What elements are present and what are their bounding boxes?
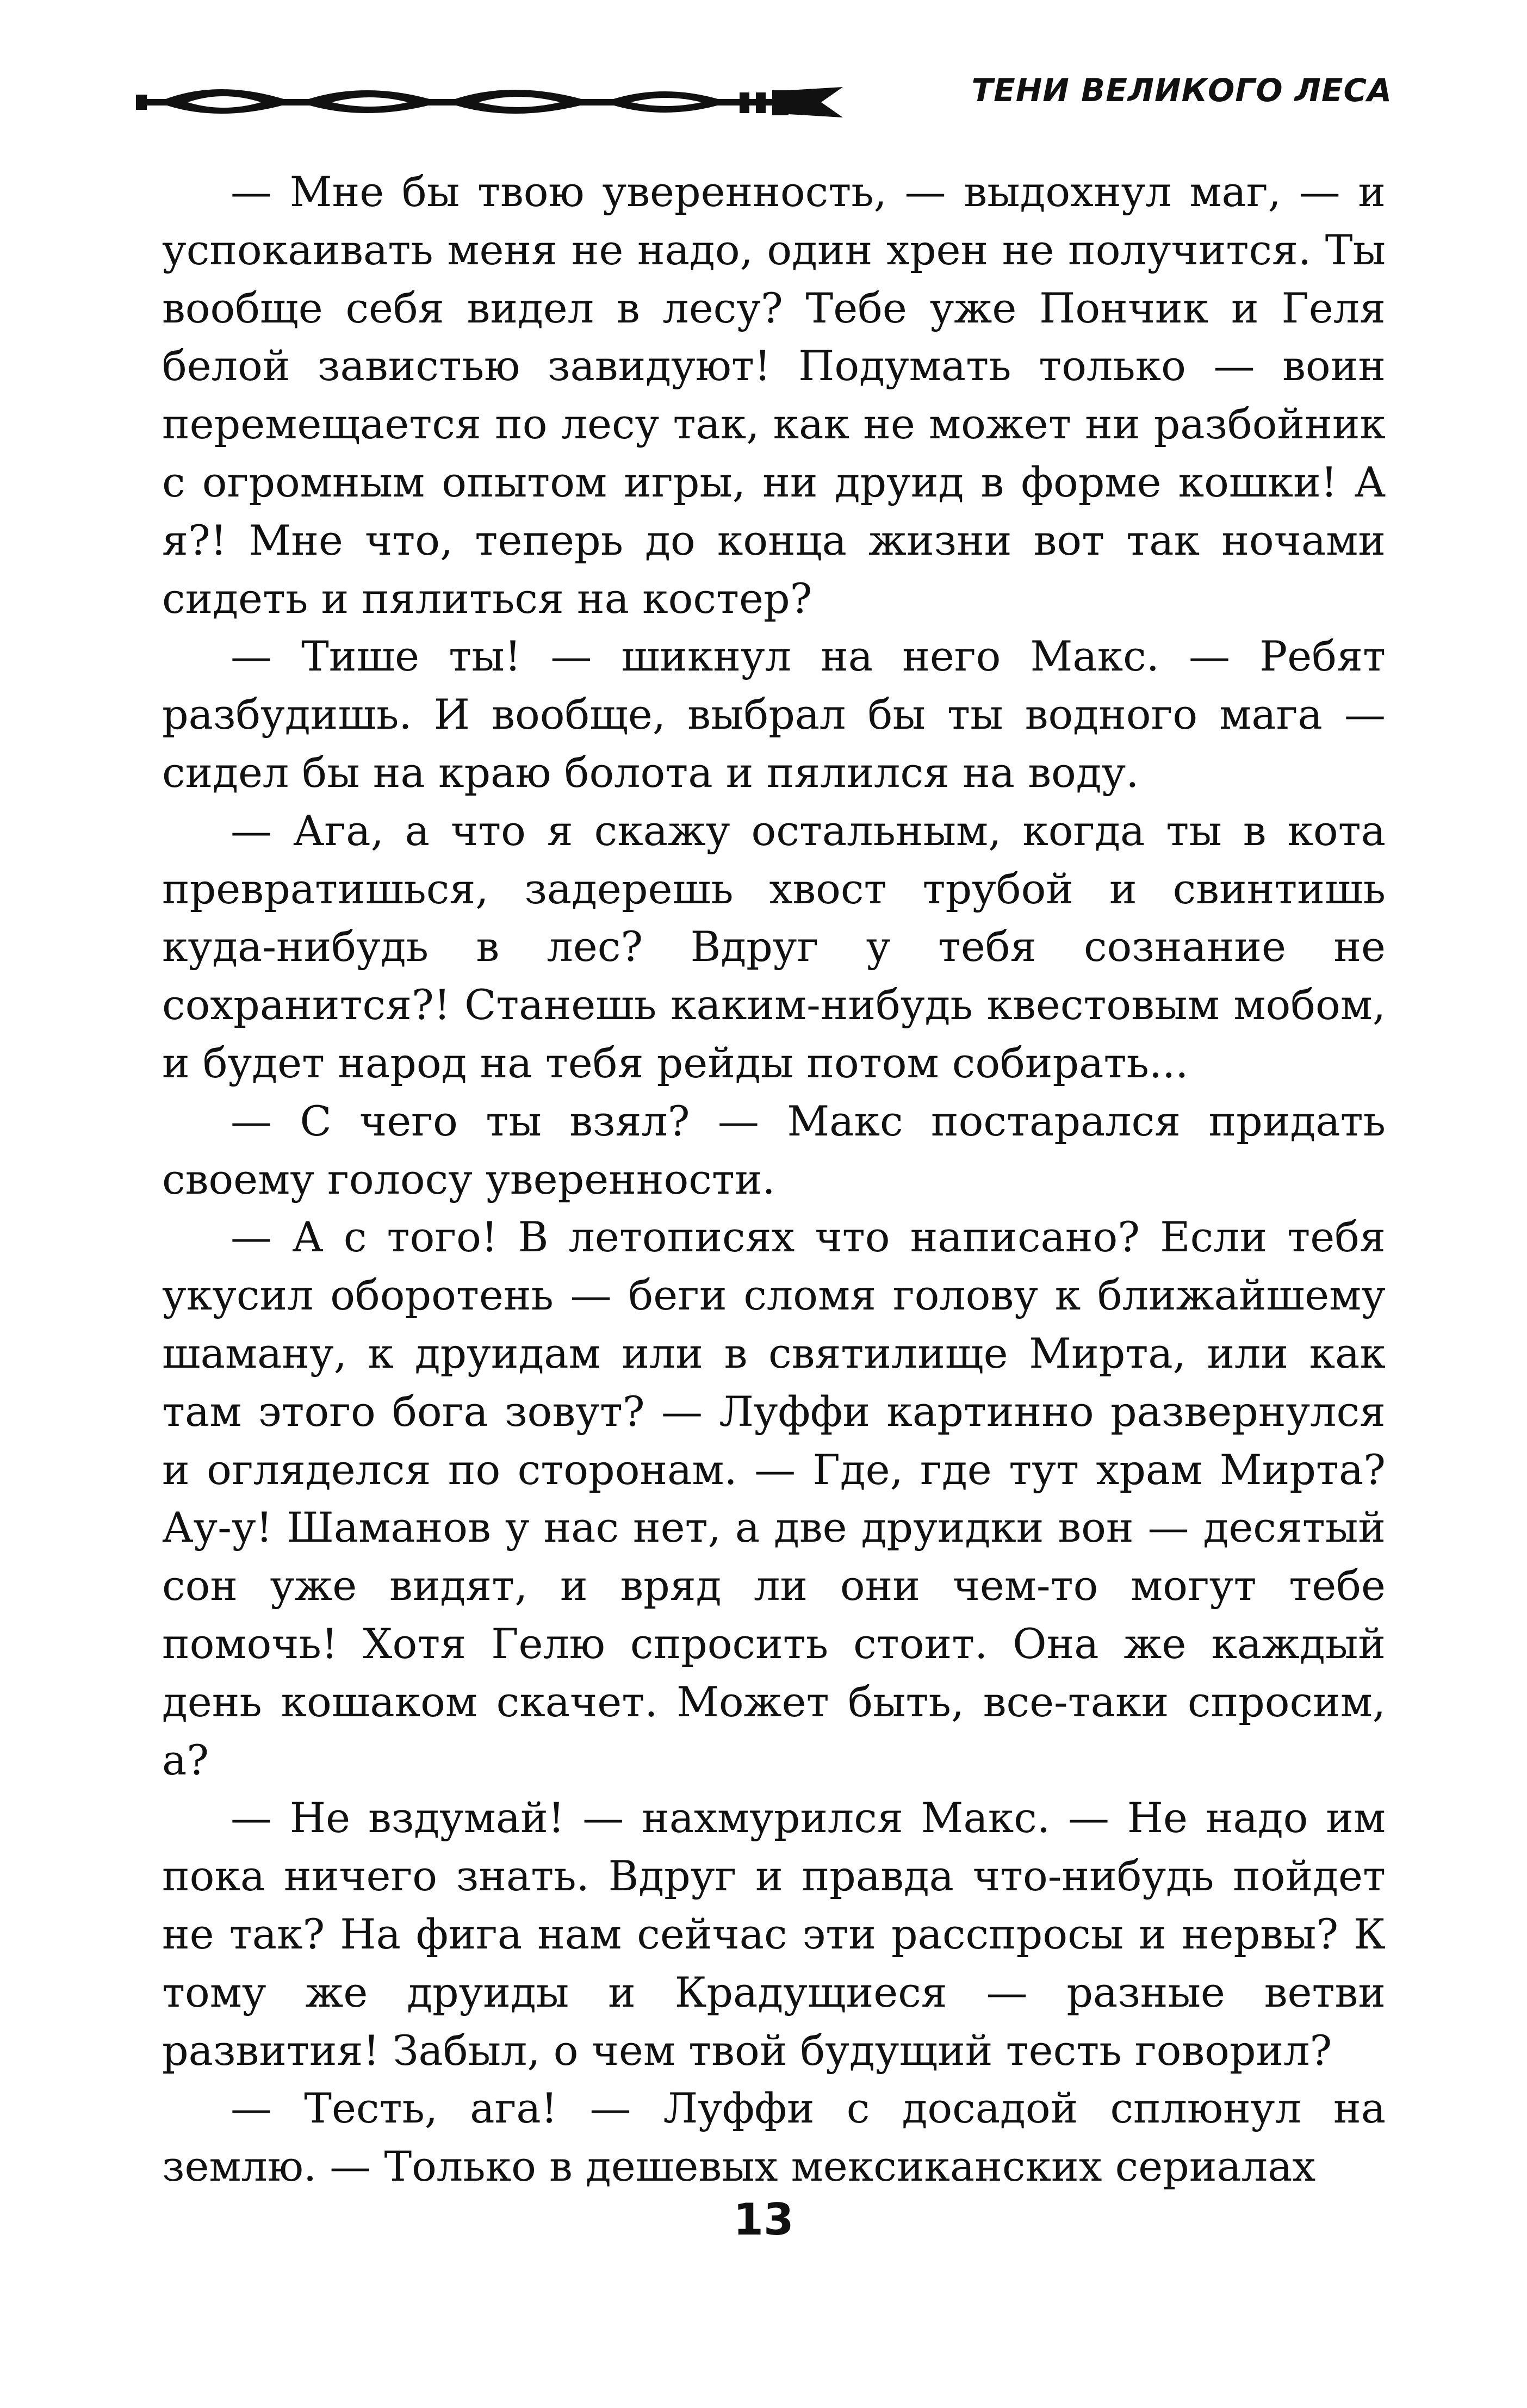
page-number: 13 [733, 2194, 794, 2245]
paragraph: — Мне бы твою уверенность, — выдохнул маг, — и успокаивать меня не надо, один хрен не получится. Ты вообще себя видел в лесу? Тебе уже Пончик и Геля белой завистью завидуют! Подумать только — воин перемещается по лесу так, как не может ни разбойник с огромным опытом игры, ни друид в форме кошки! А я?! Мне что, теперь до конца жизни вот так ночами сидеть и пялиться на костер? [162, 167, 1386, 623]
paragraph: — Тише ты! — шикнул на него Макс. — Ребят разбудишь. И вообще, выбрал бы ты водного мага — сидел бы на краю болота и пялился на воду. [162, 632, 1386, 797]
book-text [162, 163, 1386, 2196]
decorative-rule-ornament-icon [136, 71, 859, 120]
running-head: ТЕНИ ВЕЛИКОГО ЛЕСА [971, 72, 1392, 109]
paragraph: — А с того! В летописях что написано? Если тебя укусил оборотень — беги сломя голову к ближайшему шаману, к друидам или в святилище Мирта, или как там этого бога зовут? — Луффи картинно развернулся и огляделся по сторонам. — Где, где тут храм Мирта? Ау-у! Шаманов у нас нет, а две друидки вон — десятый сон уже видят, и вряд ли они чем-то могут тебе помочь! Хотя Гелю спросить стоит. Она же каждый день кошаком скачет. Может быть, все-таки спросим, а? [162, 1213, 1386, 1784]
page-header [136, 60, 1392, 125]
paragraph: — Не вздумай! — нахмурился Макс. — Не надо им пока ничего знать. Вдруг и правда что-нибудь пойдет не так? На фига нам сейчас эти расспросы и нервы? К тому же друиды и Крадущиеся — разные ветви развития! Забыл, о чем твой будущий тесть говорил? [162, 1793, 1386, 2075]
paragraph: — С чего ты взял? — Макс постарался придать своему голосу уверенности. [162, 1096, 1386, 1203]
paragraph: — Ага, а что я скажу остальным, когда ты в кота превратишься, задерешь хвост трубой и свинтишь куда-нибудь в лес? Вдруг у тебя сознание не сохранится?! Станешь каким-нибудь квестовым мобом, и будет народ на тебя рейды потом собирать... [162, 806, 1386, 1087]
paragraph: — Тесть, ага! — Луффи с досадой сплюнул на землю. — Только в дешевых мексиканских сериалах [162, 2084, 1386, 2191]
